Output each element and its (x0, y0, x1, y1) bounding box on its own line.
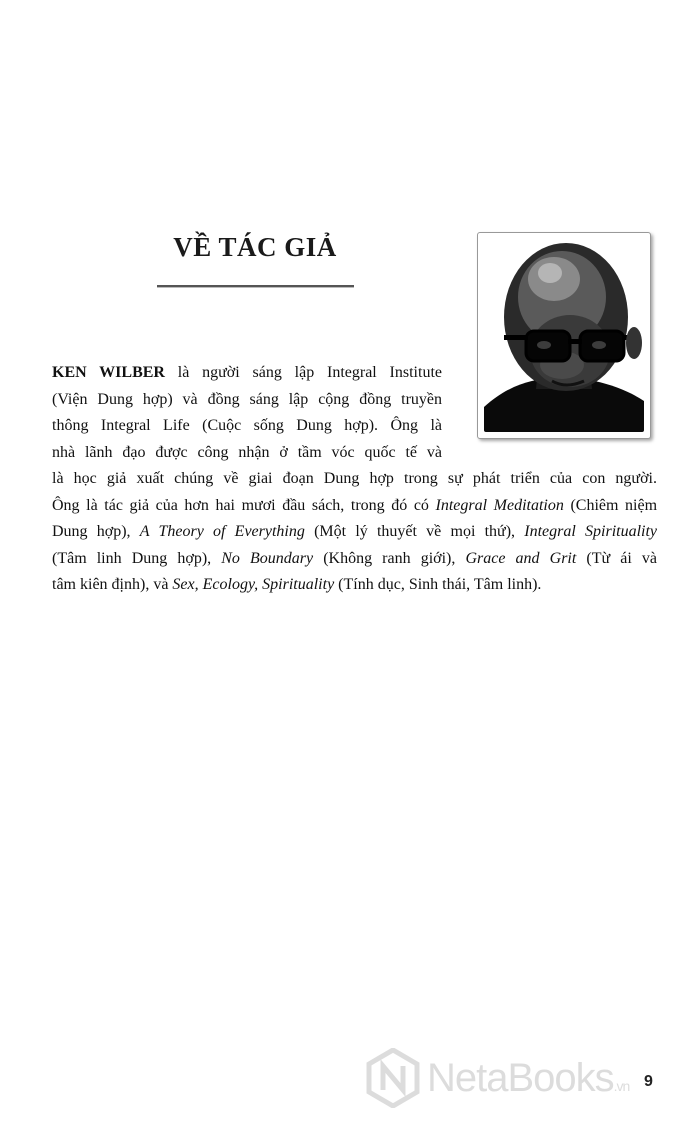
page-number: 9 (644, 1073, 653, 1090)
bio-line-9: tâm kiên định), và Sex, Ecology, Spirituality (Tính dục, Sinh thái, Tâm linh). (52, 576, 542, 593)
watermark (365, 1048, 645, 1108)
title-underline-shadow (157, 287, 354, 288)
watermark-suffix: .vn (613, 1078, 630, 1094)
bio-line-5: là học giả xuất chúng về giai đoạn Dung hợp trong sự phát triển của con người. (52, 470, 657, 487)
book-title: Sex, Ecology, Spirituality (172, 576, 335, 593)
bio-line-2: (Viện Dung hợp) và đồng sáng lập cộng đồng truyền (52, 390, 442, 408)
bio-line-1: KEN WILBER là người sáng lập Integral Institute (52, 364, 442, 381)
book-title: Integral Meditation (435, 496, 564, 514)
watermark-brand: NetaBooks (427, 1056, 614, 1100)
author-bio (52, 360, 657, 599)
book-title: Integral Spirituality (524, 523, 658, 540)
book-title: Grace and Grit (465, 549, 577, 567)
book-title: A Theory of Everything (139, 523, 305, 540)
author-name: KEN WILBER (52, 364, 165, 381)
book-title: No Boundary (221, 549, 314, 567)
bio-line-3: thông Integral Life (Cuộc sống Dung hợp). Ông là (52, 417, 442, 434)
bio-line-7: Dung hợp), A Theory of Everything (Một lý thuyết về mọi thứ), Integral Spirituality (52, 523, 658, 540)
netabooks-logo-icon (365, 1048, 421, 1108)
bio-line-4: nhà lãnh đạo được công nhận ở tầm vóc quốc tế và (52, 443, 442, 461)
page-title: VỀ TÁC GIẢ (173, 232, 337, 262)
bio-line-6: Ông là tác giả của hơn hai mươi đầu sách, trong đó có Integral Meditation (Chiêm niệm (52, 496, 658, 514)
bio-line-8: (Tâm linh Dung hợp), No Boundary (Không ranh giới), Grace and Grit (Từ ái và (52, 549, 658, 567)
